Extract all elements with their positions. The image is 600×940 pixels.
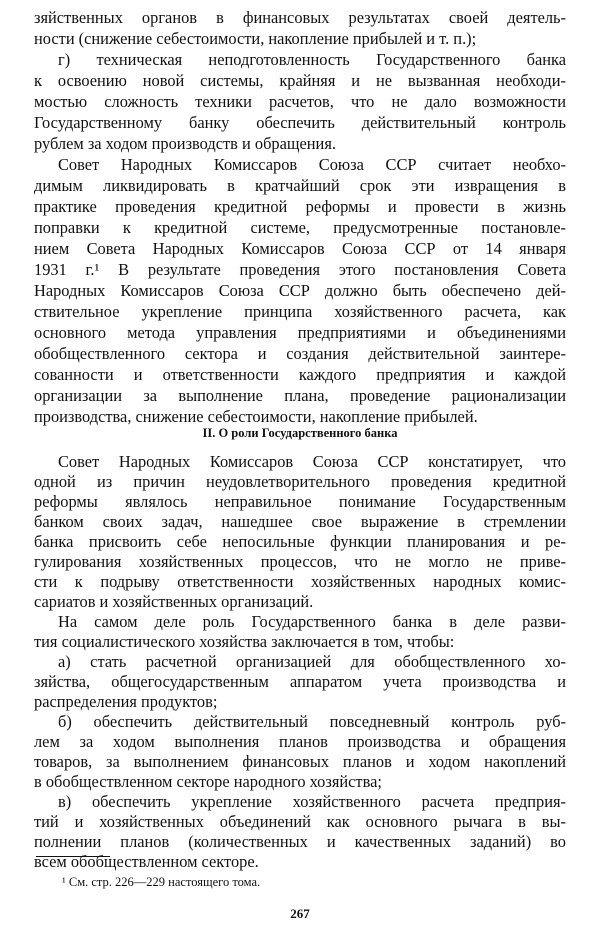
text-line: мостью сложность техники расчетов, что не дало возможности xyxy=(34,92,566,111)
text-line: практике проведения кредитной реформы и провести в жизнь xyxy=(34,197,566,216)
text-line: поправки к кредитной системе, предусмотренные постановле- xyxy=(34,218,566,237)
text-line: обобществленного сектора и создания действительной заинтере- xyxy=(34,344,566,363)
text-line: ности (снижение себестоимости, накопление прибылей и т. п.); xyxy=(34,29,477,48)
text-line: б) обеспечить действительный повседневный контроль руб- xyxy=(58,712,566,731)
text-line: На самом деле роль Государственного банка в деле разви- xyxy=(58,612,566,631)
text-line: гулирования хозяйственных процессов, что не могло не приве- xyxy=(34,552,566,571)
text-line: организации за выполнение плана, проведение рационализации xyxy=(34,386,566,405)
text-line: банком своих задач, нашедшее свое выражение в стремлении xyxy=(34,512,566,531)
text-line: товаров, за выполнением финансовых планов и ходом накоплений xyxy=(34,752,566,771)
text-line: ствительное укрепление принципа хозяйственного расчета, как xyxy=(34,302,566,321)
text-line: Совет Народных Комиссаров Союза ССР считает необхо- xyxy=(58,155,566,174)
text-line: к освоению новой системы, крайняя и не вызванная необходи- xyxy=(34,71,566,90)
text-line: банка присвоить себе непосильные функции планирования и ре- xyxy=(34,532,566,551)
page-number: 267 xyxy=(290,906,310,921)
text-line: тия социалистического хозяйства заключается в том, чтобы: xyxy=(34,632,455,651)
text-line: Народных Комиссаров Союза ССР должно быть обеспечено дей- xyxy=(34,281,566,300)
text-line: всем обобществленном секторе. xyxy=(34,852,259,871)
text-line: а) стать расчетной организацией для обобществленного хо- xyxy=(58,652,566,671)
text-line: полнении планов (количественных и качественных заданий) во xyxy=(34,832,566,851)
text-line: сти к подрыву ответственности хозяйственных народных комис- xyxy=(34,572,566,591)
text-line: распределения продуктов; xyxy=(34,692,218,711)
text-line: 1931 г.¹ В результате проведения этого постановления Совета xyxy=(34,260,566,279)
text-line: лем за ходом выполнения планов производства и обращения xyxy=(34,732,566,751)
text-line: г) техническая неподготовленность Государственного банка xyxy=(58,50,566,69)
footnote: ¹ См. стр. 226—229 настоящего тома. xyxy=(62,875,261,889)
text-line: сованности и ответственности каждого предприятия и каждой xyxy=(34,365,566,384)
text-line: зяйственных органов в финансовых результатах своей деятель- xyxy=(34,8,566,27)
text-line: реформы являлось неправильное понимание Государственным xyxy=(34,492,566,511)
text-line: димым ликвидировать в кратчайший срок эти извращения в xyxy=(34,176,566,195)
text-line: в обобществленном секторе народного хозяйства; xyxy=(34,772,382,791)
text-line: Государственному банку обеспечить действительный контроль xyxy=(34,113,566,132)
text-line: рублем за ходом производств и обращения. xyxy=(34,134,336,153)
text-line: тий и хозяйственных объединений как основного рычага в вы- xyxy=(34,812,566,831)
section-heading: II. О роли Государственного банка xyxy=(202,426,398,440)
text-line: основного метода управления предприятиями и объединениями xyxy=(34,323,566,342)
text-line: нием Совета Народных Комиссаров Союза ССР от 14 января xyxy=(34,239,566,258)
text-line: в) обеспечить укрепление хозяйственного расчета предприя- xyxy=(58,792,566,811)
text-line: одной из причин неудовлетворительного проведения кредитной xyxy=(34,472,566,491)
text-line: сариатов и хозяйственных организаций. xyxy=(34,592,314,611)
text-line: производства, снижение себестоимости, накопление прибылей. xyxy=(34,407,478,426)
text-line: Совет Народных Комиссаров Союза ССР констатирует, что xyxy=(58,452,566,471)
text-line: зяйства, общегосударственным аппаратом учета производства и xyxy=(34,672,566,691)
